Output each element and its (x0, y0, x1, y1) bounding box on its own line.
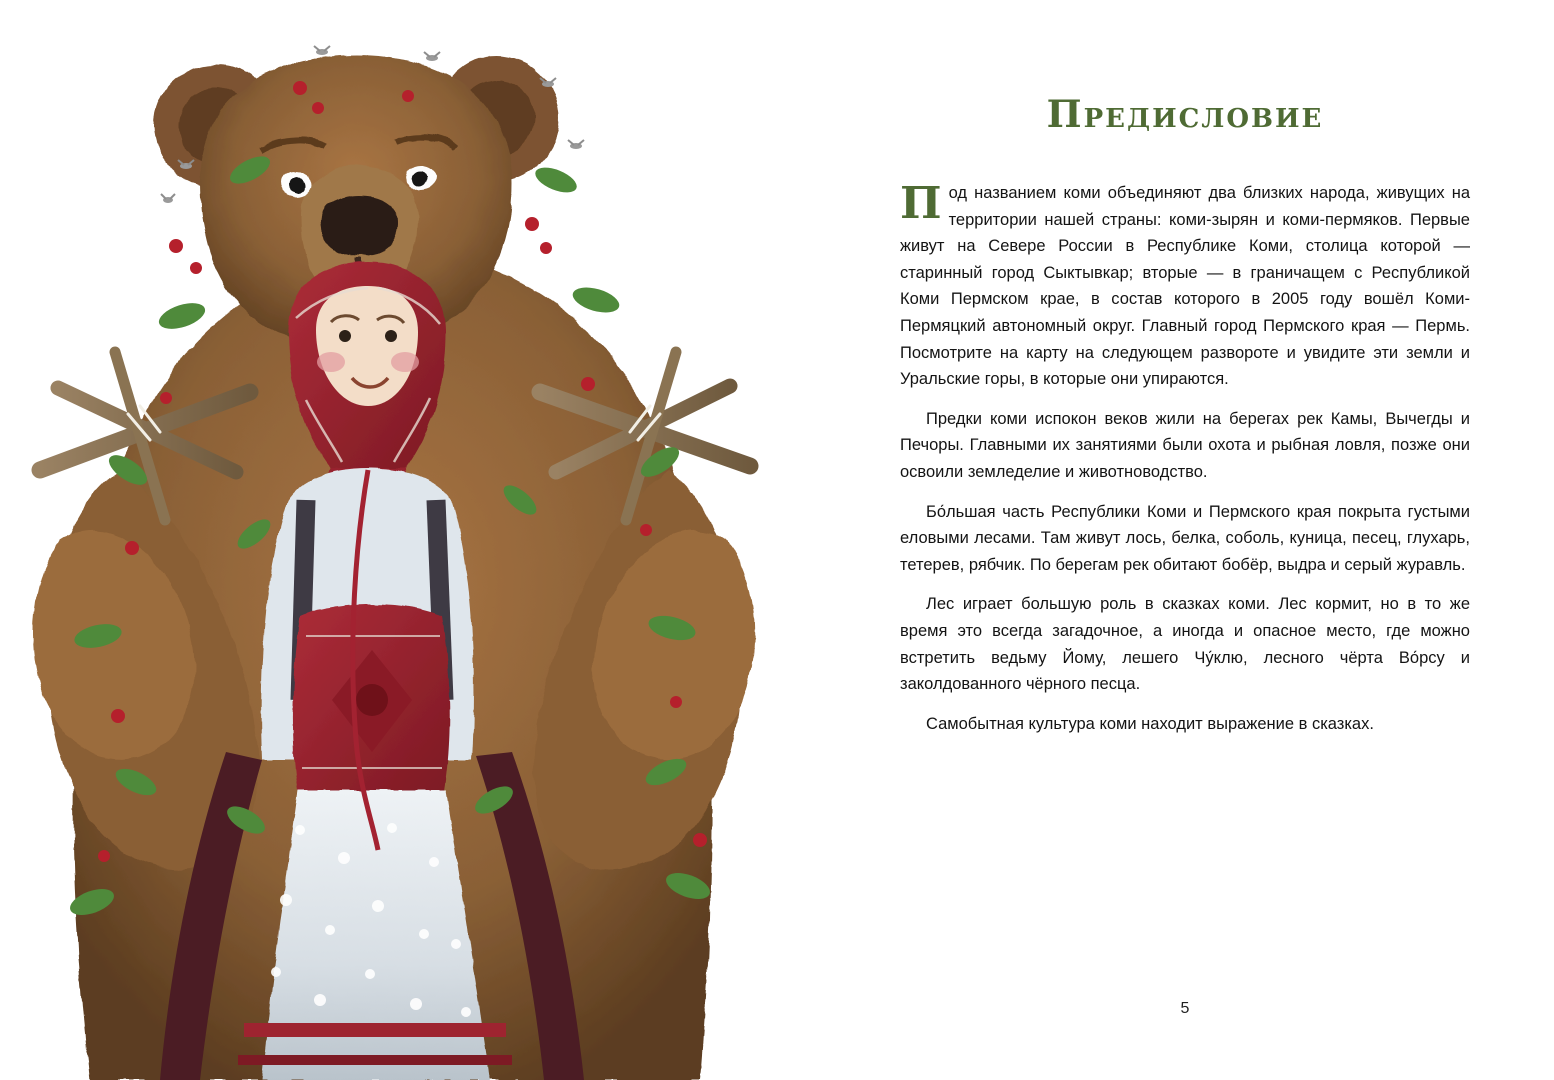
paragraph-4: Лес играет большую роль в сказках коми. Лес кормит, но в то же время это всегда загадочное, а иногда и опасное место, где можно встретить ведьму Йому, лешего Чу́клю, лесного чёрта Во́рсу и заколдованного чёрного песца. (900, 595, 1470, 694)
page-title: Предисловие (1046, 92, 1324, 136)
text-column (900, 0, 1470, 1080)
paragraph-1-text: од названием коми объединяют два близких народа, живущих на территории нашей страны: коми-зырян и коми-пермяков. Первые живут на Севере России в Республике Коми, столица которой — старинный город Сыктывкар; вторые — в граничащем с Республикой Коми Пермском крае, в состав которого в 2005 году вошёл Коми-Пермяцкий автономный округ. Главный город Пермского края — Пермь. Посмотрите на карту на следующем развороте и увидите эти земли и Уральские горы, в которые они упираются. (900, 184, 1470, 389)
paragraph-2: Предки коми испокон веков жили на берегах рек Камы, Вычегды и Печоры. Главными их занятиями были охота и рыбная ловля, позже они освоили земледелие и животноводство. (900, 409, 1470, 481)
body-text (900, 180, 1470, 750)
drop-cap: П (900, 178, 942, 229)
paragraph-3: Бо́льшая часть Республики Коми и Пермского края покрыта густыми еловыми лесами. Там живут лось, белка, соболь, куница, песец, глухарь, тетерев, рябчик. По берегам рек обитают бобёр, выдра и серый журавль. (900, 502, 1470, 574)
page-number: 5 (1180, 1000, 1190, 1017)
paragraph-5: Самобытная культура коми находит выражение в сказках. (926, 714, 1374, 733)
paragraph-1 (900, 180, 1470, 393)
